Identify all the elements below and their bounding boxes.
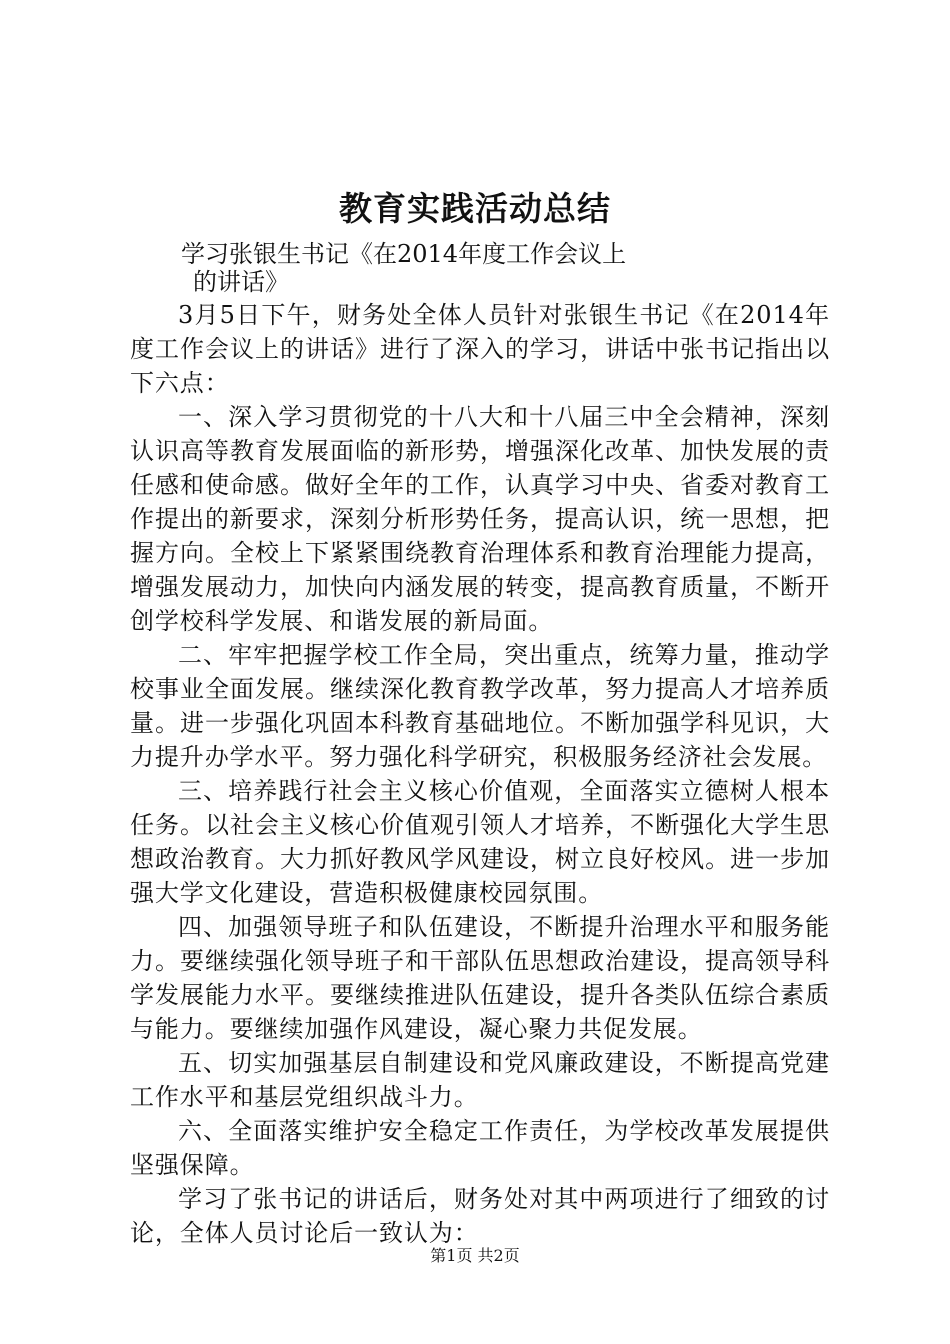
document-subtitle	[181, 240, 681, 296]
document-title: 教育实践活动总结	[339, 189, 611, 228]
page-number-footer: 第1页 共2页	[430, 1246, 520, 1265]
document-body	[130, 298, 830, 1250]
paragraph-point-3: 三、培养践行社会主义核心价值观，全面落实立德树人根本任务。以社会主义核心价值观引领人才培养，不断强化大学生思想政治教育。大力抓好教风学风建设，树立良好校风。进一步加强大学文化建设，营造积极健康校园氛围。	[130, 777, 830, 907]
paragraph-point-1: 一、深入学习贯彻党的十八大和十八届三中全会精神，深刻认识高等教育发展面临的新形势，增强深化改革、加快发展的责任感和使命感。做好全年的工作，认真学习中央、省委对教育工作提出的新要求，深刻分析形势任务，提高认识，统一思想，把握方向。全校上下紧紧围绕教育治理体系和教育治理能力提高，增强发展动力，加快向内涵发展的转变，提高教育质量，不断开创学校科学发展、和谐发展的新局面。	[130, 403, 830, 635]
paragraph-conclusion: 学习了张书记的讲话后，财务处对其中两项进行了细致的讨论，全体人员讨论后一致认为：	[130, 1185, 830, 1247]
paragraph-point-6: 六、全面落实维护安全稳定工作责任，为学校改革发展提供坚强保障。	[130, 1117, 830, 1179]
subtitle-line-2: 的讲话》	[193, 268, 289, 296]
paragraph-point-2: 二、牢牢把握学校工作全局，突出重点，统筹力量，推动学校事业全面发展。继续深化教育教学改革，努力提高人才培养质量。进一步强化巩固本科教育基础地位。不断加强学科见识，大力提升办学水平。努力强化科学研究，积极服务经济社会发展。	[130, 641, 830, 771]
paragraph-point-4: 四、加强领导班子和队伍建设，不断提升治理水平和服务能力。要继续强化领导班子和干部队伍思想政治建设，提高领导科学发展能力水平。要继续推进队伍建设，提升各类队伍综合素质与能力。要继续加强作风建设，凝心聚力共促发展。	[130, 913, 830, 1043]
paragraph-intro: 3月5日下午，财务处全体人员针对张银生书记《在2014年度工作会议上的讲话》进行了深入的学习，讲话中张书记指出以下六点：	[130, 301, 830, 397]
subtitle-line-1: 学习张银生书记《在2014年度工作会议上	[181, 240, 627, 268]
paragraph-point-5: 五、切实加强基层自制建设和党风廉政建设，不断提高党建工作水平和基层党组织战斗力。	[130, 1049, 830, 1111]
